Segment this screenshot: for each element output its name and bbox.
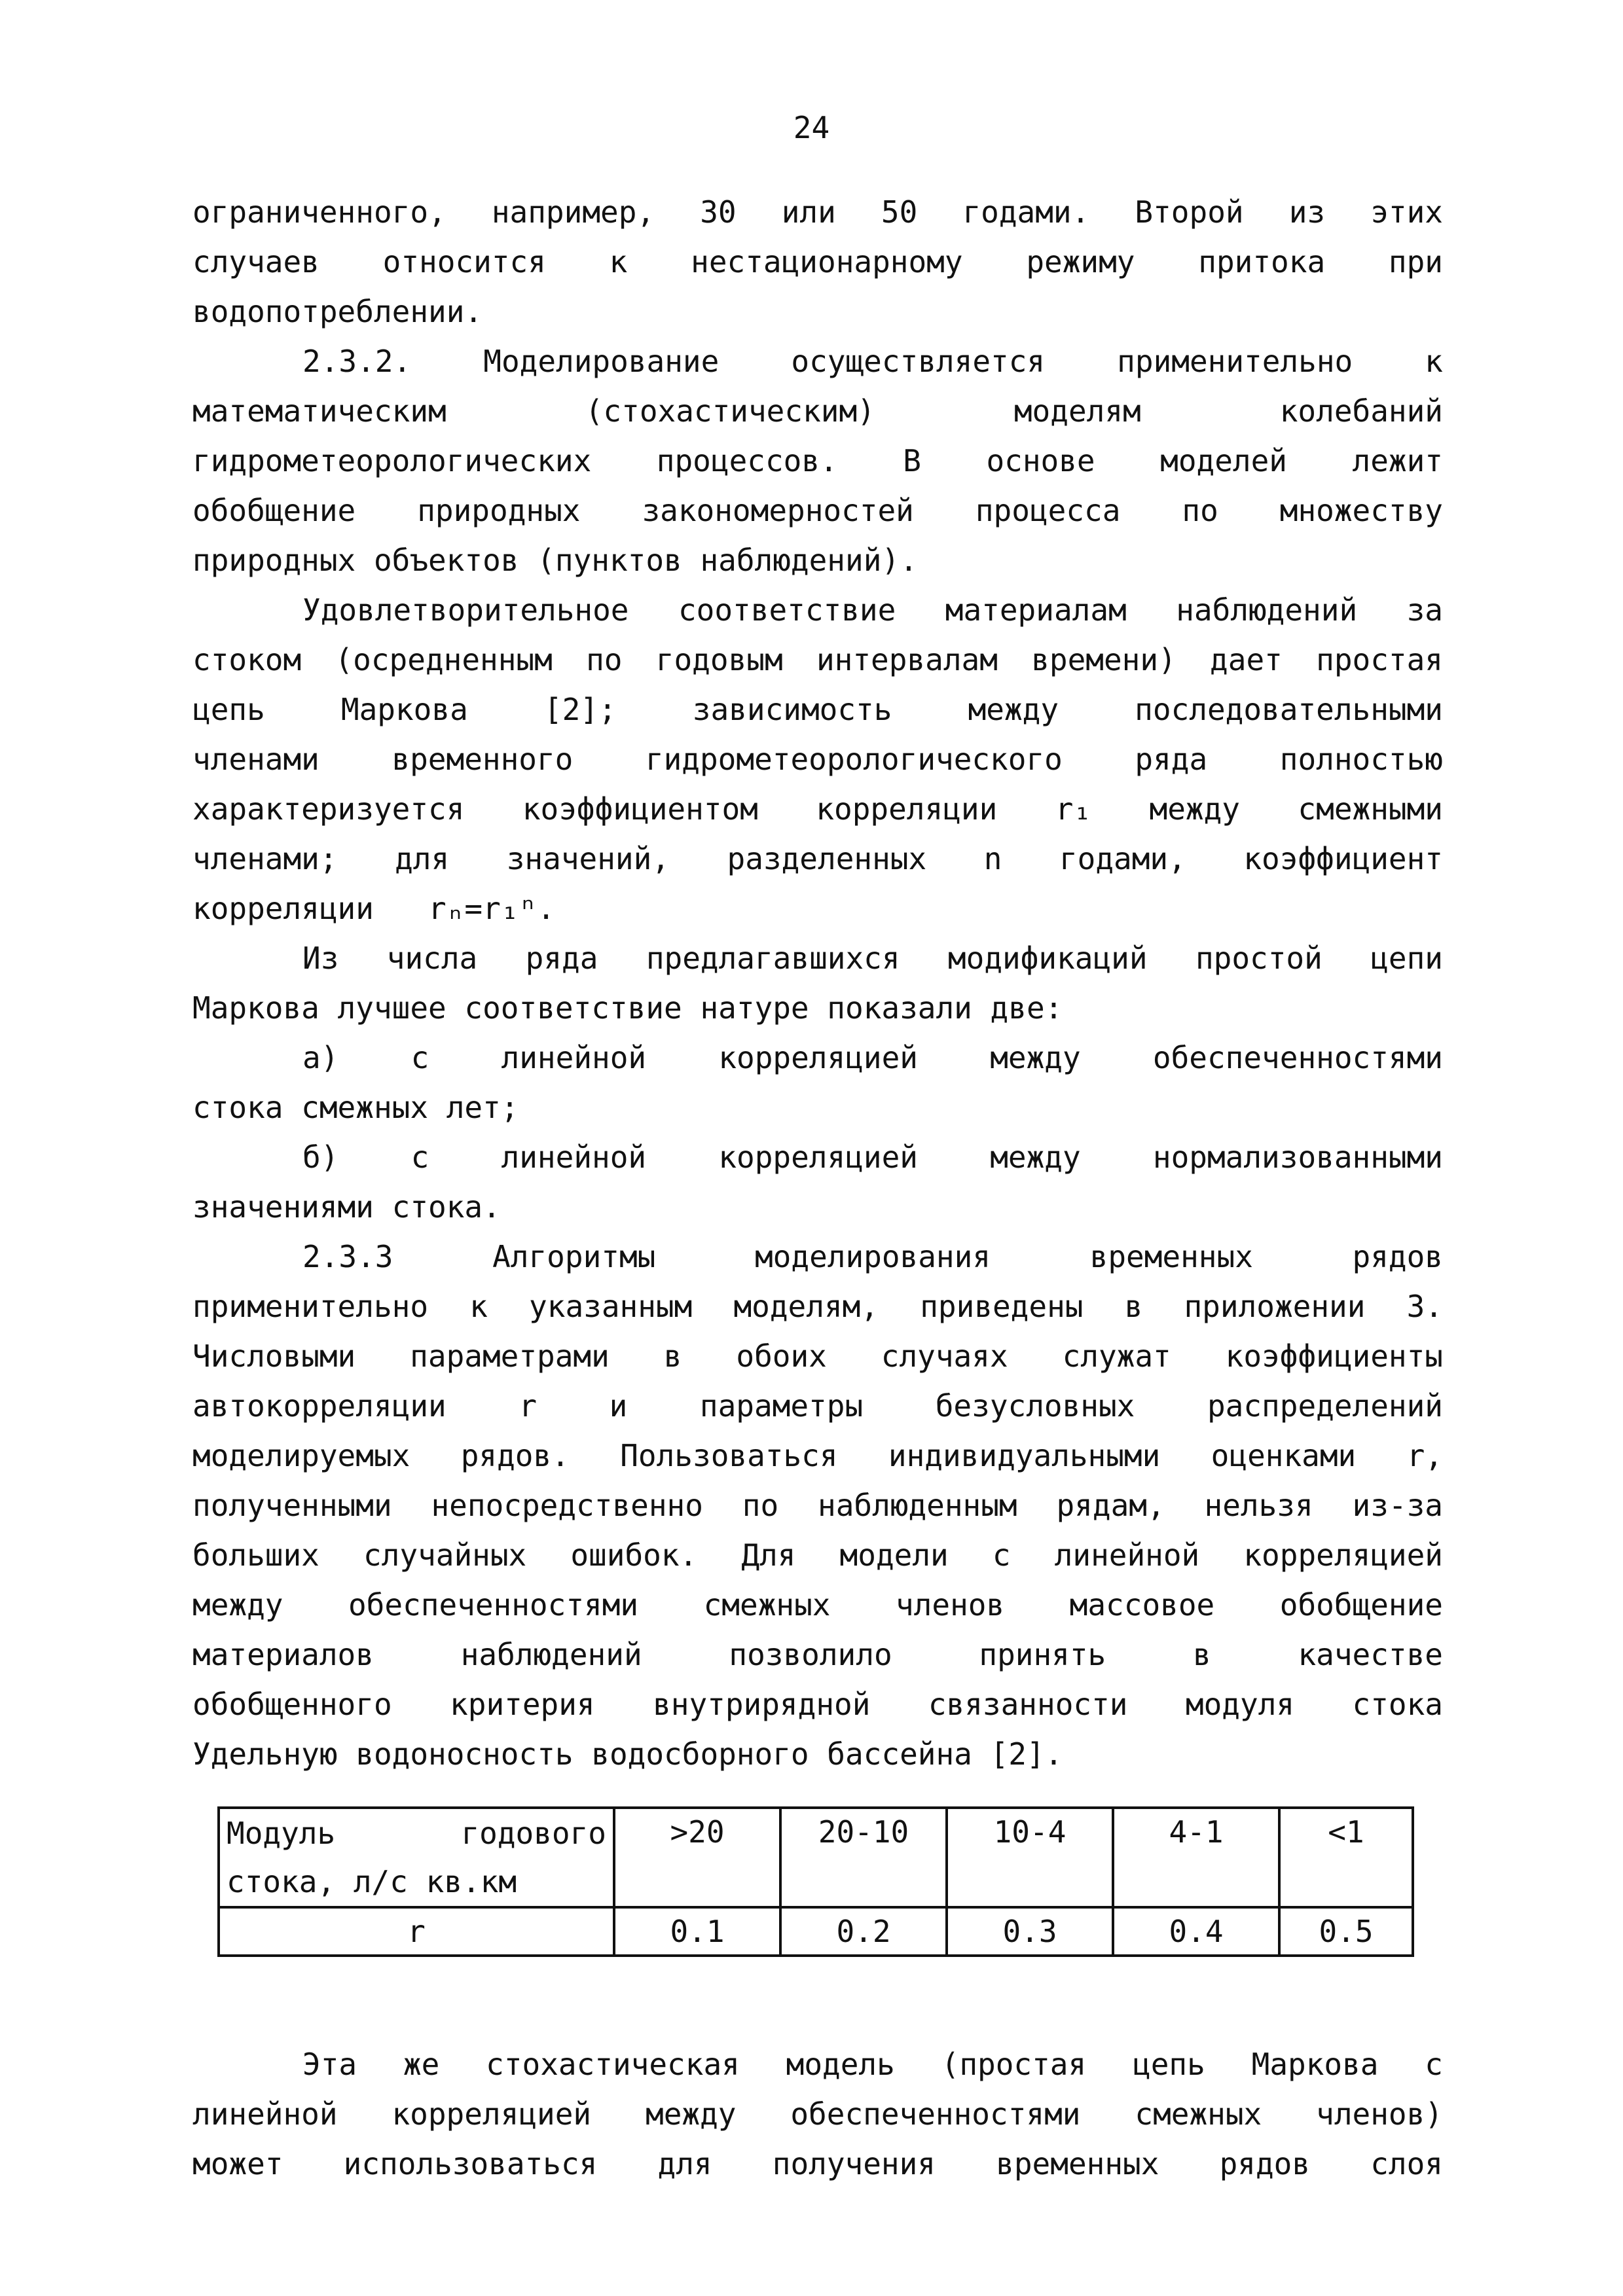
paragraph-first-line: Удовлетворительное соответствие материалам наблюдений за [302,592,1443,628]
paragraph-first-line: Из числа ряда предлагавшихся модификаций простой цепи [302,941,1443,976]
text-line: между обеспеченностями смежных членов массовое обобщение [192,1587,1443,1623]
text-line: материалов наблюдений позволило принять в качестве [192,1637,1443,1672]
paragraph-2-3-2-first-line: 2.3.2. Моделирование осуществляется применительно к [302,344,1443,379]
text-line: полученными непосредственно по наблюденным рядам, нельзя из-за [192,1488,1443,1523]
list-item-a: а) с линейной корреляцией между обеспеченностями [302,1040,1443,1075]
text-line: обобщение природных закономерностей процесса по множеству [192,493,1443,528]
text-line: характеризуется коэффициентом корреляции r₁ между смежными [192,791,1443,827]
text-line: применительно к указанным моделям, приведены в приложении 3. [192,1289,1443,1324]
table-cell: 0.1 [614,1907,780,1956]
table-header-cell: <1 [1279,1808,1413,1907]
text-line: больших случайных ошибок. Для модели с линейной корреляцией [192,1537,1443,1573]
formula-prefix: корреляции [192,891,374,926]
text-line: гидрометеорологических процессов. В основе моделей лежит [192,443,1443,478]
table-cell: 0.5 [1279,1907,1413,1956]
text-line-formula [192,884,1443,933]
text-line: значениями стока. [192,1189,501,1225]
text-line: моделируемых рядов. Пользоваться индивидуальными оценками r, [192,1438,1443,1473]
text-line: стока смежных лет; [192,1090,519,1125]
text-line: случаев относится к нестационарному режиму притока при [192,244,1443,279]
text-line: Удельную водоносность водосборного бассейна [2]. [192,1736,1063,1772]
table-label-units: стока, л/с кв.км [227,1864,517,1899]
paragraph-2-3-3-first-line: 2.3.3 Алгоритмы моделирования временных рядов [302,1239,1443,1274]
table-row [219,1907,1413,1956]
table-row-label-cell [219,1808,614,1907]
list-item-b: б) с линейной корреляцией между нормализованными [302,1139,1443,1175]
table-label-godovogo: годового [461,1816,606,1851]
table-cell: 0.3 [947,1907,1113,1956]
table-cell: 0.2 [780,1907,947,1956]
text-line: цепь Маркова [2]; зависимость между последовательными [192,692,1443,727]
text-line: стоком (осредненным по годовым интервалам времени) дает простая [192,642,1443,677]
text-line: линейной корреляцией между обеспеченностями смежных членов) [192,2096,1443,2132]
runoff-correlation-table [217,1806,1414,1957]
text-line: водопотреблении. [192,294,483,329]
table-header-cell: >20 [614,1808,780,1907]
paragraph-first-line: Эта же стохастическая модель (простая цепь Маркова с [302,2047,1443,2082]
text-line: Маркова лучшее соответствие натуре показали две: [192,990,1063,1026]
text-line: природных объектов (пунктов наблюдений). [192,543,918,578]
text-line: математическим (стохастическим) моделям колебаний [192,393,1443,429]
page-number: 24 [793,110,830,145]
table-label-modul: Модуль [227,1816,336,1851]
text-line: членами временного гидрометеорологического ряда полностью [192,742,1443,777]
text-line: обобщенного критерия внутрирядной связанности модуля стока [192,1687,1443,1722]
text-line: Числовыми параметрами в обоих случаях служат коэффициенты [192,1338,1443,1374]
table-header-cell: 10-4 [947,1808,1113,1907]
text-line: членами; для значений, разделенных n годами, коэффициент [192,841,1443,876]
text-line: ограниченного, например, 30 или 50 годами. Второй из этих [192,194,1443,230]
correlation-formula: rₙ=r₁ⁿ. [428,891,555,926]
table-cell: 0.4 [1113,1907,1279,1956]
text-line: может использоваться для получения временных рядов слоя [192,2146,1443,2181]
table-header-cell: 4-1 [1113,1808,1279,1907]
text-line: автокорреляции r и параметры безусловных распределений [192,1388,1443,1424]
table-header-cell: 20-10 [780,1808,947,1907]
table-row-label-r: r [219,1907,614,1956]
